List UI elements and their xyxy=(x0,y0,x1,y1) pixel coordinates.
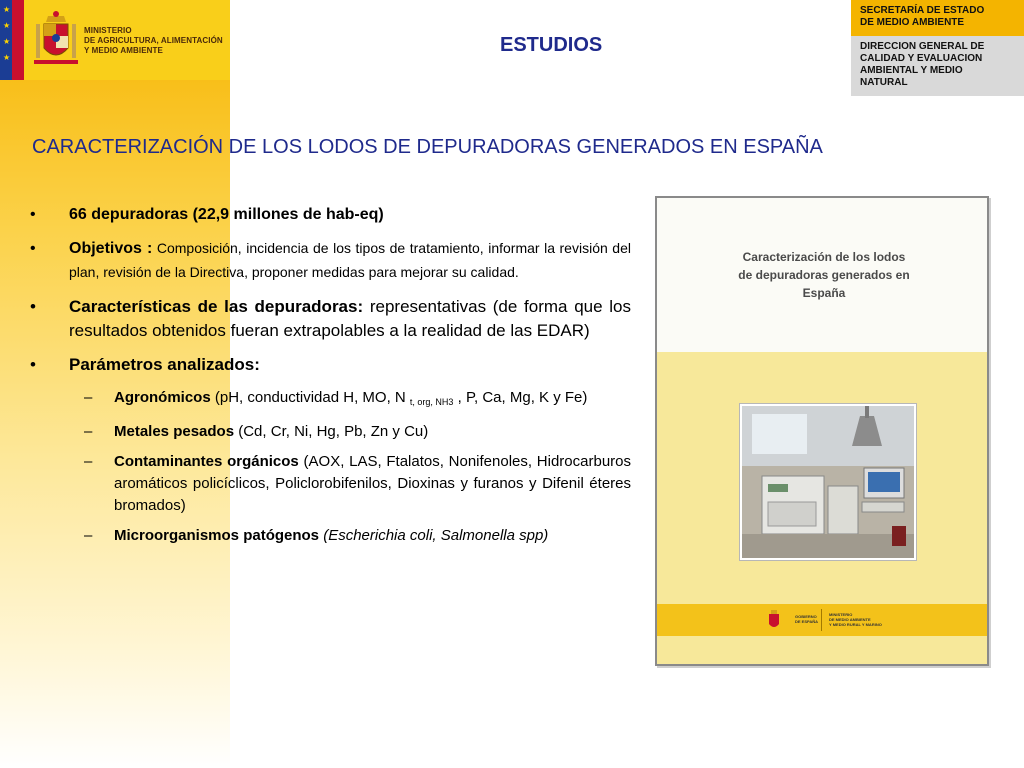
band-left-text xyxy=(795,614,818,624)
dash-icon: – xyxy=(84,423,93,440)
band-right-line-2: DE MEDIO AMBIENTE xyxy=(829,617,871,622)
laboratory-photo xyxy=(740,404,916,560)
sub-text: (Escherichia coli, Salmonella spp) xyxy=(319,527,549,544)
sub-list-item xyxy=(30,525,631,547)
ministry-line-1: MINISTERIO xyxy=(84,26,132,35)
list-item xyxy=(30,203,631,227)
slide-title: CARACTERIZACIÓN DE LOS LODOS DE DEPURADORAS GENERADOS EN ESPAÑA xyxy=(32,136,823,158)
spain-flag-stripe xyxy=(12,0,24,80)
bullet-text: Parámetros analizados: xyxy=(69,355,260,374)
dash-icon: – xyxy=(84,453,93,470)
bullet-label: Características de las depuradoras: xyxy=(69,297,364,316)
ministry-line-3: Y MEDIO AMBIENTE xyxy=(84,46,163,55)
sub-list-item xyxy=(30,421,631,443)
cover-title-line-3: España xyxy=(802,286,846,300)
dash-icon: – xyxy=(84,389,93,406)
bullet-list xyxy=(30,203,631,555)
ministry-line-2: DE AGRICULTURA, ALIMENTACIÓN xyxy=(84,36,223,45)
sub-text: (Cd, Cr, Ni, Hg, Pb, Zn y Cu) xyxy=(234,423,429,440)
eu-flag-icon: ★ ★ ★ ★ xyxy=(0,0,12,80)
band-right-line-3: Y MEDIO RURAL Y MARINO xyxy=(829,622,882,627)
band-right-line-1: MINISTERIO xyxy=(829,612,853,617)
direccion-general xyxy=(860,41,1020,89)
sub-text: (pH, conductividad H, MO, N xyxy=(210,389,410,406)
cover-title xyxy=(657,248,991,302)
direccion-line-3: AMBIENTAL Y MEDIO xyxy=(860,65,963,76)
subscript-text: t, org, NH3 xyxy=(409,397,454,407)
direccion-line-1: DIRECCION GENERAL DE xyxy=(860,41,985,52)
bullet-text: representativas (de forma que los resultados obtenidos fueran extrapolables a la realidad de las EDAR) xyxy=(69,297,632,340)
secretaria-box xyxy=(851,0,1024,96)
section-heading: ESTUDIOS xyxy=(500,34,603,56)
cover-coat-icon xyxy=(767,610,781,630)
sub-label: Agronómicos xyxy=(114,389,211,406)
band-divider xyxy=(821,609,822,631)
secretaria-header xyxy=(851,0,1024,36)
band-left-line-2: DE ESPAÑA xyxy=(795,619,819,624)
sub-list-item xyxy=(30,451,631,517)
sub-label: Microorganismos patógenos xyxy=(114,527,320,544)
sub-list-item xyxy=(30,387,631,413)
report-cover xyxy=(655,196,989,666)
bullet-icon: • xyxy=(30,240,36,257)
ministry-name xyxy=(84,26,224,56)
bullet-text: 66 depuradoras (22,9 millones de hab-eq) xyxy=(69,206,384,223)
sub-text: (AOX, LAS, Ftalatos, Nonifenoles, Hidrocarburos aromáticos policíclicos, Policlorobifenilos, Dioxinas y furanos y Difenil éteres bromados) xyxy=(114,453,631,514)
coat-of-arms-icon xyxy=(34,10,78,68)
cover-footer-band xyxy=(657,604,987,636)
cover-title-line-2: de depuradoras generados en xyxy=(738,268,910,282)
secretaria-line-2: DE MEDIO AMBIENTE xyxy=(860,17,965,28)
band-left-line-1: GOBIERNO xyxy=(795,614,817,619)
bullet-icon: • xyxy=(30,355,36,374)
dash-icon: – xyxy=(84,527,93,544)
direccion-line-2: CALIDAD Y EVALUACION xyxy=(860,53,983,64)
direccion-line-4: NATURAL xyxy=(860,77,908,88)
ministry-logo-band xyxy=(0,0,230,80)
sub-label: Contaminantes orgánicos xyxy=(114,453,299,470)
list-item xyxy=(30,237,631,285)
sub-label: Metales pesados xyxy=(114,423,235,440)
bullet-text: Composición, incidencia de los tipos de tratamiento, informar la revisión del plan, revisión de la Directiva, proponer medidas para mejorar su calidad. xyxy=(69,240,631,280)
secretaria-line-1: SECRETARÍA DE ESTADO xyxy=(860,5,985,16)
cover-title-line-1: Caracterización de los lodos xyxy=(742,250,906,264)
list-item xyxy=(30,353,631,377)
band-right-text xyxy=(829,612,882,627)
bullet-label: Objetivos : xyxy=(69,240,153,257)
cover-yellow-panel xyxy=(657,352,987,664)
list-item xyxy=(30,295,631,343)
bullet-icon: • xyxy=(30,297,36,316)
bullet-icon: • xyxy=(30,206,36,223)
sub-text-2: , P, Ca, Mg, K y Fe) xyxy=(453,389,588,406)
